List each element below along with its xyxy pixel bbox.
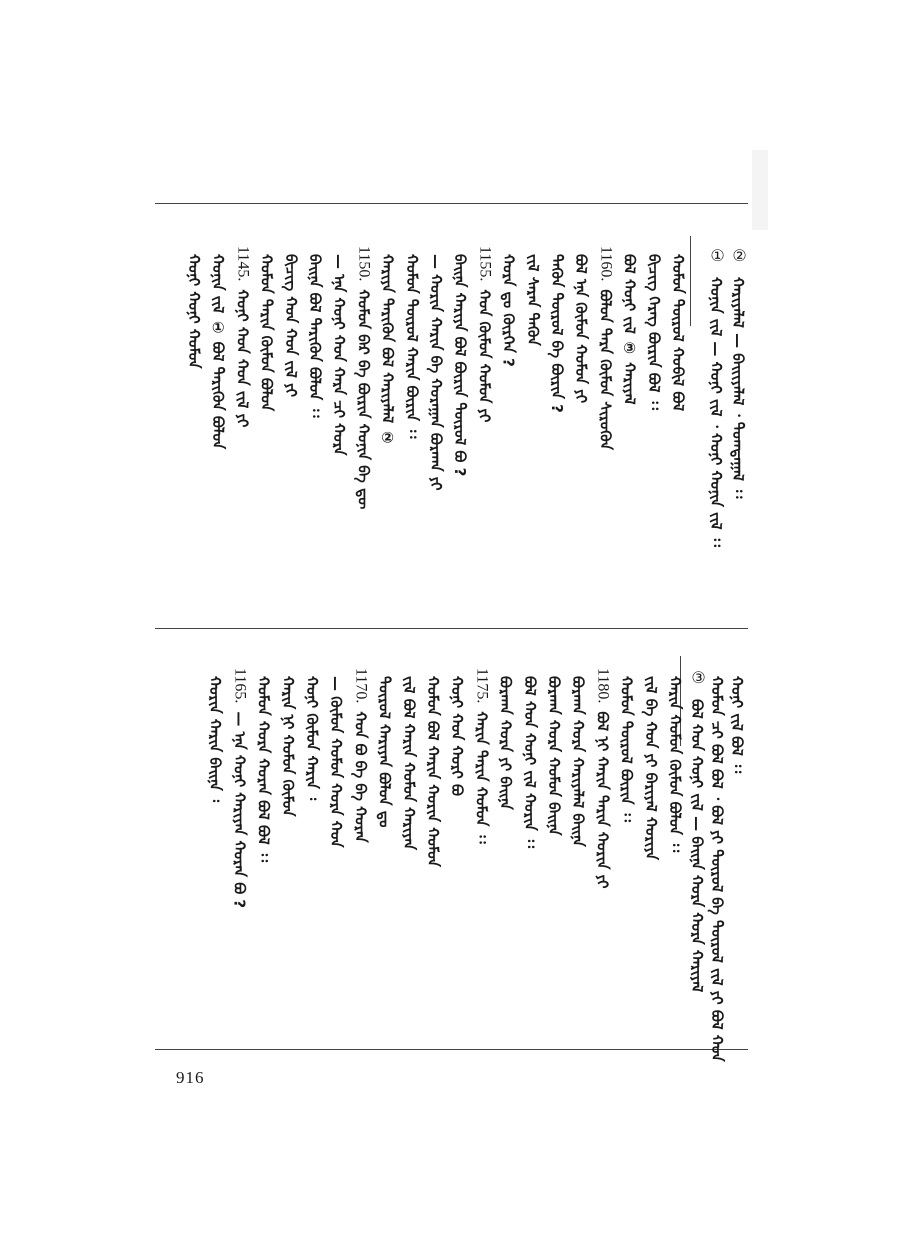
verse-text: ᠬᠤᠮᠤᠨ ᠪᠡᠷ ᠪᠡ ᠪᠦᠷᠢᠨ ᠬᠣᠨᠢᠨ ᠪᠡ ᠳᠦ [354,289,373,510]
verse-text: ᠬᠣᠨ ᠬᠦᠮᠦᠨ ᠬᠤᠮᠤᠨ ᠶᠢ [475,289,494,423]
verse-line [641,668,661,860]
verse-text: ᠬᠣᠨᠢ ᠬᠦᠮᠦᠨ ᠬᠠᠷᠢᠨ ᠄ [303,676,321,801]
footnote-text: ᠬᠤᠮᠤᠨ ᠴᠢ ᠪᠣᠯ ᠪᠣᠯ ᠂ ᠪᠣᠯ ᠶᠢ ᠲᠦᠷᠦᠯ ᠪᠡ ᠲᠦᠷᠦᠯ ᠵᠢᠯ ᠶᠢ ᠪᠣᠯ ᠬᠣᠨ [708,676,726,1062]
verse-text: ᠬᠠᠷᠢᠨ ᠨᠢ ᠬᠤᠮᠤᠨ ᠬᠦᠮᠦᠨ [278,676,297,817]
verse-text: ᠪᠤᠷᠬᠠᠨ ᠬᠤᠷᠠ ᠬᠠᠷᠢᠶᠠᠯᠠᠯ ᠪᠠᠢᠨᠠ [569,676,588,847]
verse-text: — ᠬᠤᠷᠢᠨ ᠬᠠᠷᠢᠨ ᠪᠡ ᠬᠤᠷᠠᠭᠠᠨ ᠪᠤᠷᠬᠠᠨ ᠶᠢ [427,254,445,491]
footnote-separator-top [690,236,691,326]
line-number: 1165. [231,668,249,704]
verse-text: ᠬᠣᠨᠢ ᠬᠣᠨ ᠬᠣᠷᠢ ᠪᠣ [448,676,467,796]
verse-text: — ᠬᠦᠮᠦᠨ ᠬᠤᠮᠤᠨ ᠬᠤᠷᠠ ᠬᠣᠨ [327,676,346,848]
footnote-marker: ② [730,246,747,269]
verse-text: ᠬᠠᠷᠢᠨ ᠲᠡᠷᠢᠨ ᠬᠤᠮᠤᠨ ᠄᠄ [472,711,491,844]
verse-line [426,246,446,491]
verse-text: ᠬᠤᠮᠤᠨ ᠲᠦᠷᠦᠯ ᠪᠦᠷᠢᠨ ᠄᠄ [617,676,636,822]
verse-text: ᠪᠣᠯ ᠡᠨᠡ ᠬᠦᠮᠦᠨ ᠬᠤᠮᠤᠨ ᠶᠢ [572,254,591,404]
verse-line [329,246,349,455]
page-number: 916 [176,1068,205,1087]
verse-line [205,668,225,802]
verse-line [447,668,467,796]
verse-line [353,246,373,509]
verse-text: — ᠡᠨᠡ ᠬᠣᠨᠢ ᠬᠣᠨ ᠬᠠᠷᠠ ᠴᠢ ᠬᠤᠷᠠ [330,254,349,456]
footnote-marker: ③ [689,668,706,691]
verse-text: ᠬᠤᠷᠢᠨ ᠬᠠᠷᠢᠨ ᠪᠠᠢᠨᠠ ᠄ [206,676,225,803]
verse-text: ᠪᠣᠯ ᠬᠣᠨᠢ ᠵᠢᠯ ③ ᠬᠠᠷᠢᠶᠠᠯ [620,254,639,405]
verse-text: ᠬᠤᠮᠤᠨ ᠲᠦᠷᠦᠯ ᠬᠠᠷᠢᠨ ᠪᠦᠷᠢᠨ ᠄᠄ [402,254,421,439]
verse-text: ᠬᠣᠨᠢ ᠬᠣᠨ ᠬᠣᠨ ᠵᠢᠯ ᠶᠢ [233,289,252,428]
verse-text: ᠪᠣᠯ ᠬᠣᠨ ᠬᠣᠨᠢ ᠵᠢᠯ ᠬᠤᠷᠢᠨ ᠄᠄ [520,676,539,849]
bottom-rule [155,1049,748,1050]
verse-line [281,246,301,397]
verse-text: ᠬᠤᠮᠤᠨ ᠲᠦᠷᠦᠯ ᠬᠤᠪᠢᠯ ᠪᠣᠯ [669,254,687,412]
verse-text: ᠬᠤᠮᠤᠨ ᠬᠤᠷᠠ ᠬᠤᠷᠠᠨ ᠪᠣᠯ ᠪᠣᠯ ᠄᠄ [254,676,273,863]
line-number: 1170. [352,668,370,704]
verse-line [399,668,419,850]
verse-text: ᠪᠢᠴᠢᠭ ᠬᠣᠨ ᠬᠣᠨ ᠵᠢᠯ ᠶᠢ [281,254,300,397]
verse-text: ᠬᠣᠨᠢ ᠬᠣᠨᠢ ᠬᠤᠮᠤᠨ [185,254,203,369]
verse-line [644,246,664,410]
verse-text: ᠬᠤᠮᠤᠨ ᠪᠣᠯ ᠬᠠᠷᠢᠨ ᠬᠤᠷᠢᠨ ᠬᠤᠮᠤᠨ [424,676,442,867]
verse-text: ᠵᠢᠯ ᠪᠣᠯ ᠬᠠᠷᠢᠨ ᠬᠤᠮᠤᠨ ᠬᠠᠷᠢᠶᠠᠨ [399,676,418,851]
line-number: 1180. [594,668,612,704]
top-rule [155,203,748,204]
footnote [727,668,747,773]
verse-text: ᠬᠠᠷᠢᠨ ᠬᠤᠮᠤᠨ ᠬᠦᠮᠦᠨ ᠪᠣᠯᠣᠨ ᠄᠄ [666,676,684,853]
footnote [728,246,748,498]
footnote [707,668,727,1062]
verse-line [571,246,591,403]
verse-line [232,246,252,427]
verse-line [450,246,470,476]
verse-line [375,668,395,827]
footnote-text: ᠬᠠᠷᠢᠶᠠᠯᠠᠯ — ᠪᠠᠢᠢᠶᠠᠯᠠᠯ ᠂ ᠲᠣᠭᠲᠠᠭᠠᠯ ᠄᠄ [729,277,747,499]
verse-text: ᠬᠤᠷᠠ ᠳᠤ ᠬᠦᠷᠭᠡᠨ ? [499,254,518,367]
verse-text: ᠵᠢᠯ ᠰᠠᠷᠠᠨ ᠲᠡᠭᠦᠨ [523,254,542,346]
verse-line [499,246,519,367]
verse-text: ᠬᠣᠨ ᠪᠣ ᠪᠠ ᠪᠡ ᠬᠤᠷᠠᠨ [351,711,370,843]
verse-line [568,668,588,847]
verse-line [423,668,443,867]
verse-text: ᠪᠤᠷᠬᠠᠨ ᠬᠤᠷᠠ ᠶᠢ ᠪᠠᠢᠨᠠ [496,676,515,810]
verse-text: ᠲᠡᠭᠦᠨ ᠲᠦᠷᠦᠯ ᠪᠡ ᠪᠦᠷᠢᠨ ? [548,254,566,413]
footnote-text: ᠪᠣᠯ ᠬᠣᠨ ᠬᠣᠨᠢ ᠵᠢᠯ — ᠪᠠᠢᠨᠠ ᠬᠤᠷᠠ ᠬᠤᠷᠠ ᠬᠠᠷᠢᠶᠠᠯ [688,699,706,993]
verse-line [378,246,398,446]
verse-line [665,668,685,852]
verse-text: ᠵᠢᠯ ᠪᠡ ᠬᠣᠨ ᠶᠢ ᠪᠠᠷᠢᠶᠠᠯ ᠬᠣᠷᠢᠶᠠ [641,676,660,861]
verse-line [668,246,688,411]
verse-line [523,246,543,346]
footnote-text: ᠬᠣᠨᠢ ᠵᠢᠯ ᠪᠣᠯ ᠄᠄ [728,676,746,774]
verse-text: ᠪᠠᠢᠨᠠ ᠪᠣᠯ ᠲᠡᠷᠢᠭᠦᠨ ᠪᠣᠯᠣᠨ ᠄᠄ [306,254,324,418]
middle-rule [155,628,748,629]
verse-text: ᠬᠣᠨᠢᠨ ᠵᠢᠯ ① ᠪᠣᠯ ᠲᠡᠷᠢᠭᠦᠨ ᠪᠣᠯᠣᠨ [209,254,228,450]
page-edge-shadow [752,150,768,230]
verse-line [278,668,298,817]
verse-text: ᠲᠦᠷᠦᠯ ᠬᠠᠷᠢᠶᠠᠨ ᠪᠣᠯᠣᠨ ᠳᠣ [375,676,394,828]
verse-line [496,668,516,810]
line-number: 1175. [473,668,491,704]
verse-text: ᠪᠠᠢᠨᠠ ᠬᠠᠷᠢᠶᠠ ᠪᠣᠯ ᠪᠦᠷᠢᠨ ᠲᠦᠷᠦᠯ ᠪᠣ ? [451,254,470,477]
verse-line [208,246,228,449]
line-number: 1155. [476,246,494,282]
verse-text: ᠪᠤᠷᠬᠠᠨ ᠬᠤᠷᠠ ᠬᠤᠮᠤᠨ ᠪᠠᠢᠨᠠ [545,676,563,836]
verse-line [474,246,494,422]
verse-text: — ᠡᠨᠡ ᠬᠣᠨᠢ ᠬᠠᠷᠢᠶᠠᠨ ᠬᠤᠷᠠᠨ ᠪᠣ ? [230,711,249,909]
verse-line [229,668,249,908]
verse-line [547,246,567,413]
verse-line [402,246,422,438]
verse-text: ᠪᠣᠯᠣᠨ ᠲᠡᠷᠡ ᠬᠦᠮᠦᠨ ᠰᠢᠷᠦᠭᠦᠨ [596,289,615,451]
verse-line [254,668,274,862]
verse-line [302,668,322,800]
verse-line [592,668,612,889]
verse-line [326,668,346,848]
verse-line [620,246,640,405]
verse-line [544,668,564,836]
line-number: 1160. [597,246,615,282]
footnote [706,246,726,547]
line-number: 1145. [234,246,252,282]
verse-line [471,668,491,844]
footnote-text: ᠬᠣᠨᠢᠨ ᠵᠢᠯ — ᠬᠣᠨᠢ ᠵᠢᠯ ᠂ ᠬᠣᠨᠢ ᠬᠣᠨᠢᠨ ᠵᠢᠯ ᠄᠄ [707,277,725,547]
verse-line [595,246,615,450]
footnote-marker: ① [708,246,725,269]
verse-text: ᠪᠣᠯ ᠨᠢ ᠬᠠᠷᠢᠨ ᠲᠡᠷᠢᠨ ᠬᠣᠷᠢᠨ ᠶᠢ [593,711,612,889]
verse-text: ᠪᠢᠴᠢᠭ ᠬᠡᠷᠡᠭ ᠪᠦᠷᠢᠨ ᠪᠣᠯ ᠄᠄ [644,254,663,410]
verse-line [520,668,540,848]
verse-line [350,668,370,843]
footnote [687,668,707,992]
line-number: 1150. [355,246,373,282]
verse-line [257,246,277,411]
verse-text: ᠬᠠᠷᠢᠶᠠ ᠲᠡᠷᠢᠭᠦᠨ ᠪᠣᠯ ᠬᠠᠷᠢᠶᠠᠯᠠᠯ ② [378,254,397,447]
verse-line [617,668,637,822]
verse-line [305,246,325,418]
verse-line [184,246,204,369]
verse-text: ᠬᠤᠮᠤᠨ ᠲᠡᠷᠢᠨ ᠬᠦᠮᠦᠨ ᠪᠣᠯᠣᠨ [257,254,276,412]
